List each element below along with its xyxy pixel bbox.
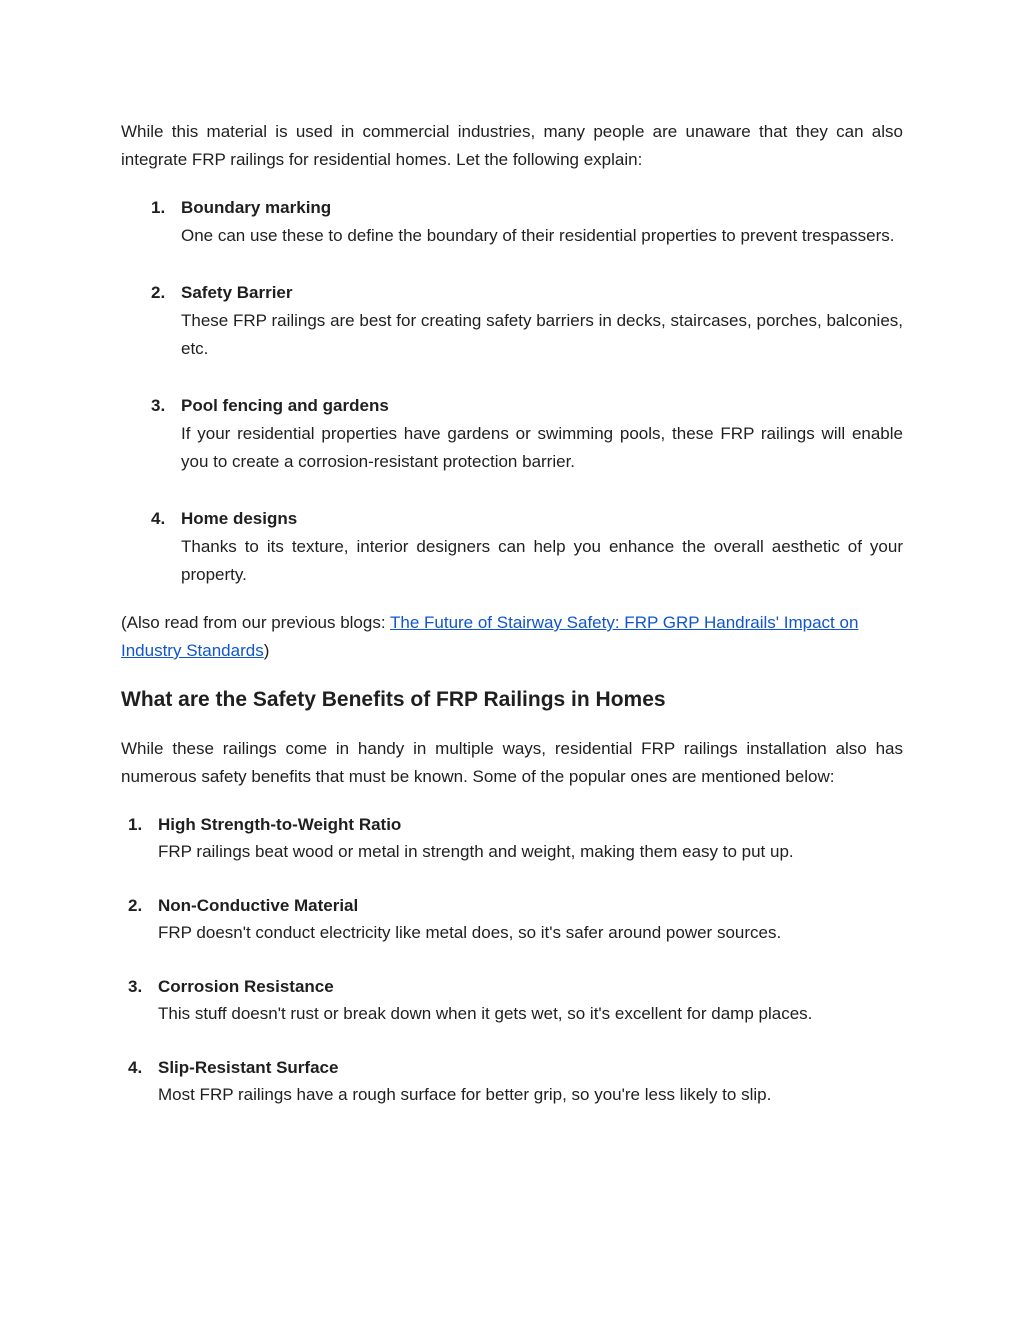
list-item bbox=[121, 811, 903, 864]
benefits-intro-paragraph: While these railings come in handy in multiple ways, residential FRP railings installation also has numerous safety benefits that must be known. Some of the popular ones are mentioned below: bbox=[121, 739, 903, 786]
list-item bbox=[121, 973, 903, 1026]
document-page bbox=[121, 118, 903, 1135]
list-item bbox=[121, 505, 903, 589]
also-read-note bbox=[121, 609, 903, 665]
list-item bbox=[121, 279, 903, 363]
list-item-title: Non-Conductive Material bbox=[158, 896, 359, 915]
list-item bbox=[121, 392, 903, 476]
list-item-description: FRP doesn't conduct electricity like metal does, so it's safer around power sources. bbox=[158, 923, 782, 942]
list-item-title: Corrosion Resistance bbox=[158, 977, 334, 996]
list-number: 4. bbox=[128, 1058, 143, 1077]
list-number: 2. bbox=[151, 283, 166, 302]
list-item-title: Pool fencing and gardens bbox=[181, 396, 389, 415]
list-item bbox=[121, 892, 903, 945]
section-heading: What are the Safety Benefits of FRP Railings in Homes bbox=[121, 688, 666, 711]
list-item-title: Safety Barrier bbox=[181, 283, 293, 302]
list-number: 3. bbox=[151, 396, 166, 415]
list-item-description: One can use these to define the boundary of their residential properties to prevent trespassers. bbox=[181, 226, 895, 245]
also-read-prefix: (Also read from our previous blogs: bbox=[121, 613, 390, 632]
list-item-description: If your residential properties have gardens or swimming pools, these FRP railings will enable you to create a corrosion-resistant protection barrier. bbox=[181, 424, 903, 471]
residential-uses-list bbox=[121, 194, 903, 589]
list-item-title: Home designs bbox=[181, 509, 298, 528]
also-read-suffix: ) bbox=[263, 641, 270, 660]
list-item-title: High Strength-to-Weight Ratio bbox=[158, 815, 402, 834]
list-item-description: FRP railings beat wood or metal in strength and weight, making them easy to put up. bbox=[158, 842, 794, 861]
list-number: 3. bbox=[128, 977, 143, 996]
list-number: 4. bbox=[151, 509, 166, 528]
list-item-description: Thanks to its texture, interior designers can help you enhance the overall aesthetic of your property. bbox=[181, 537, 903, 584]
list-item-description: These FRP railings are best for creating safety barriers in decks, staircases, porches, balconies, etc. bbox=[181, 311, 903, 358]
list-item-description: This stuff doesn't rust or break down when it gets wet, so it's excellent for damp places. bbox=[158, 1004, 813, 1023]
safety-benefits-list bbox=[121, 811, 903, 1107]
list-item bbox=[121, 1054, 903, 1107]
list-number: 1. bbox=[151, 198, 166, 217]
list-item-description: Most FRP railings have a rough surface for better grip, so you're less likely to slip. bbox=[158, 1085, 772, 1104]
list-number: 2. bbox=[128, 896, 143, 915]
intro-paragraph: While this material is used in commercial industries, many people are unaware that they can also integrate FRP railings for residential homes. Let the following explain: bbox=[121, 122, 903, 169]
list-number: 1. bbox=[128, 815, 143, 834]
list-item-title: Boundary marking bbox=[181, 198, 332, 217]
list-item-title: Slip-Resistant Surface bbox=[158, 1058, 339, 1077]
previous-blog-link[interactable]: The Future of Stairway Safety: FRP GRP Handrails' Impact on Industry Standards bbox=[121, 613, 859, 660]
list-item bbox=[121, 194, 903, 250]
